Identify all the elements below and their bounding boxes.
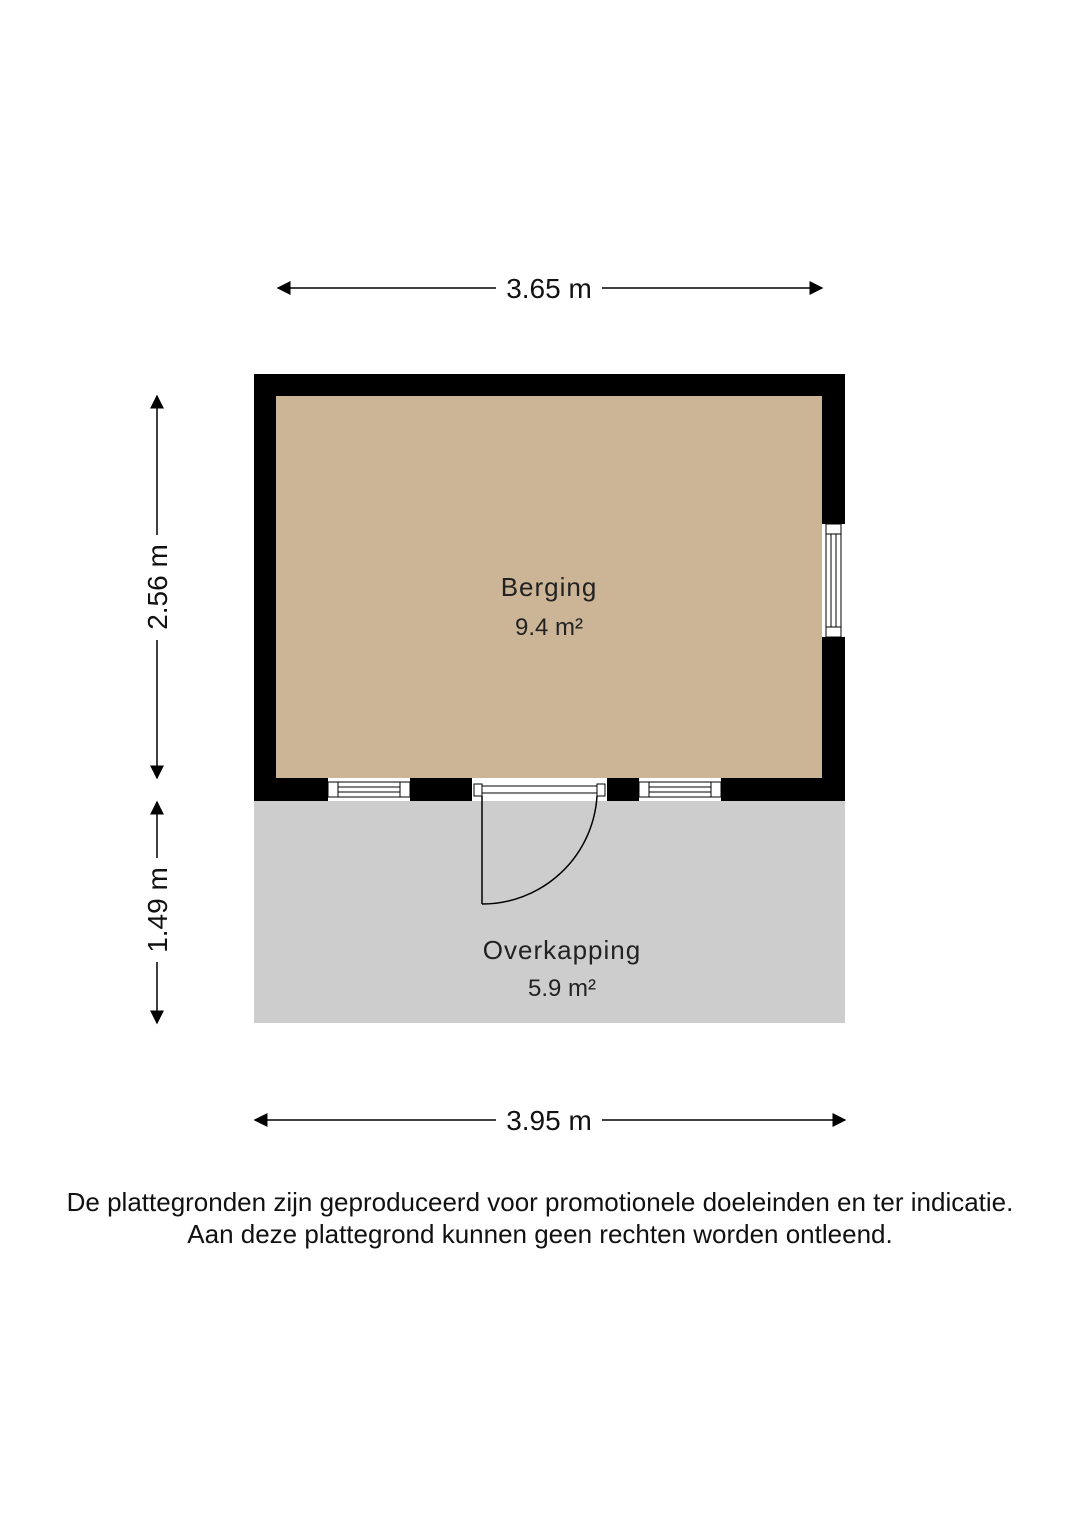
dimension-left-lower	[142, 802, 173, 1023]
dimension-left-upper-label: 2.56 m	[142, 544, 173, 630]
dimension-top	[278, 273, 822, 304]
window-right-wall	[822, 524, 845, 637]
disclaimer-line-2: Aan deze plattegrond kunnen geen rechten worden ontleend.	[187, 1219, 893, 1249]
dimension-top-label: 3.65 m	[506, 273, 592, 304]
dimension-bottom-label: 3.95 m	[506, 1105, 592, 1136]
dimension-left-upper	[142, 396, 173, 778]
window-bottom-left	[328, 778, 410, 801]
overkapping-area-label: 5.9 m²	[527, 975, 597, 1002]
door-opening	[472, 778, 607, 801]
berging-area: 9.4 m²	[514, 614, 584, 641]
dimension-bottom	[255, 1105, 845, 1136]
disclaimer-line-1: De plattegronden zijn geproduceerd voor promotionele doeleinden en ter indicatie.	[66, 1187, 1014, 1217]
window-bottom-right	[639, 778, 721, 801]
berging-label: Berging	[500, 572, 598, 602]
dimension-left-lower-label: 1.49 m	[142, 867, 173, 953]
overkapping-label: Overkapping	[482, 935, 642, 965]
